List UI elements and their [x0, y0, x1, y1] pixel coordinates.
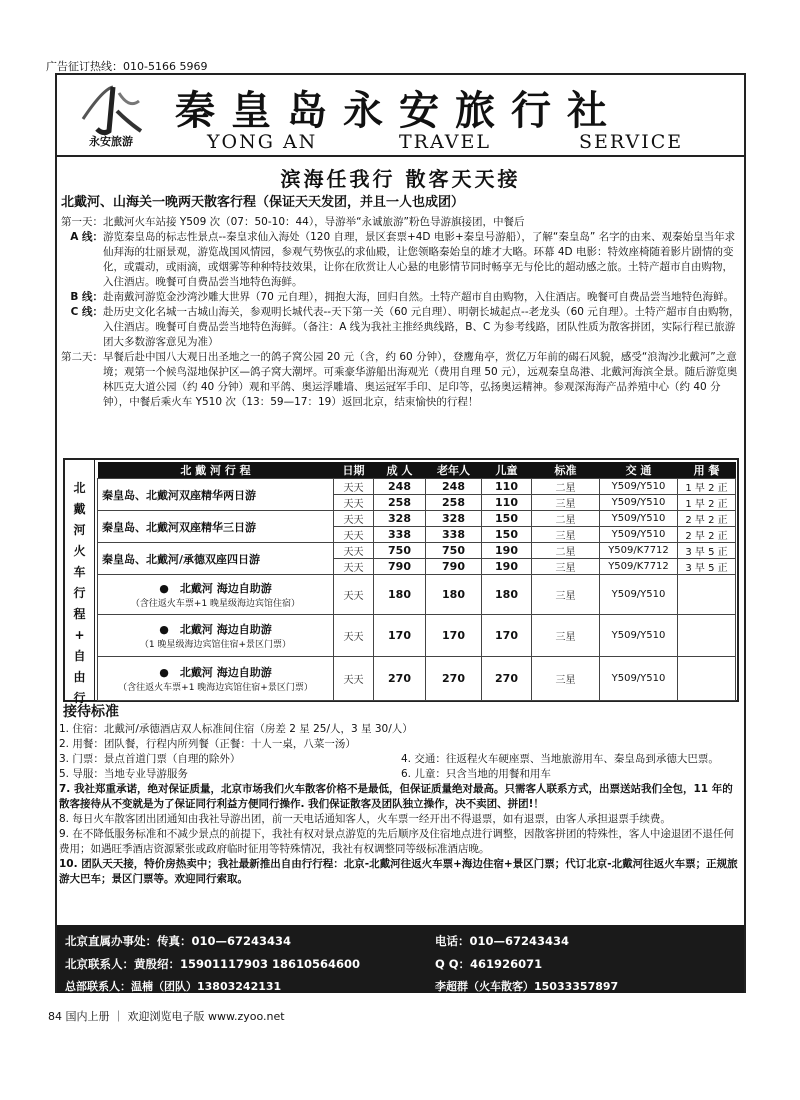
day2-text: 早餐后赴中国八大观日出圣地之一的鸽子窝公园 20 元（含，约 60 分钟），登鹰角亭，赏亿万年前的碣石风貌，感受“浪淘沙北戴河”之意境；观第一个候鸟湿地保护区—鸽子窝大潮坪。可乘豪华游船出海观光（费用自理 50 元），远观秦皇岛港、北戴河海滨全景。随后游览奥林匹克大道公园（约 40 分钟）观和平鸽、奥运浮雕墙、奥运冠军手印、足印等，弘扬奥运精神。参观深海海产品养殖中心（约 40 分钟），中餐后乘火车 Y510 次（13：59—17：19）返回北京，结束愉快的行程！	[103, 351, 738, 408]
price-table-box	[63, 458, 739, 705]
bullet-icon: ●	[159, 623, 180, 636]
b-line-text: 赴南戴河游览金沙湾沙雕大世界（70 元自理），拥抱大海，回归自然。土特产超市自由购物，入住酒店。晚餐可自费品尝当地特色海鲜。	[103, 291, 734, 303]
standard-item: 1. 住宿：北戴河/承德酒店双人标准间住宿（房差 2 星 25/人，3 星 30/人）	[59, 723, 413, 735]
standard-item: 2. 用餐：团队餐，行程内所列餐（正餐：十人一桌，八菜一汤）	[59, 738, 356, 750]
beijing-contact: 北京联系人：黄殷绍：15901117903 18610564600	[65, 957, 361, 971]
a-line-text: 游览秦皇岛的标志性景点--秦皇求仙入海处（120 自理，景区套票+4D 电影+秦皇号游船），了解“秦皇岛” 名字的由来、观秦始皇当年求仙拜海的壮丽景观，游览战国风情园，参观气势恢弘的求仙殿，让您领略秦始皇的雄才大略。环幕 4D 电影：特效座椅随着影片剧情的变化，或震动，或雨滴，或烟雾等种种特技效果，让你在欣赏让人心悬的电影情节同时畅享无与伦比的超动感之旅。土特产超市自由购物，入住酒店。晚餐可自费品尝当地特色海鲜。	[103, 231, 736, 288]
standard-item: 7. 我社郑重承诺，绝对保证质量，北京市场我们火车散客价格不是最低，但保证质量绝对最高。只需客人联系方式，出票送站我们全包，11 年的散客接待从不变就是为了保证同行利益方便同行操作. 我们保证散客及团队独立操作，决不卖团、拼团!！	[59, 783, 733, 810]
table-row: 秦皇岛、北戴河双座精华两日游 天天 248 248 110 二星 Y509/Y510 1 早 2 正	[98, 479, 736, 495]
a-line-label: A 线：	[70, 231, 103, 243]
hq-contact: 总部联系人：温楠（团队）13803242131	[65, 980, 282, 993]
standard-item: 9. 在不降低服务标准和不减少景点的前提下，我社有权对景点游览的先后顺序及住宿地点进行调整，因散客拼团的特殊性，客人中途退团不退任何费用；如遇旺季酒店资源紧张或政府临时征用等特殊情况，我社有权调整同等级标准酒店晚。	[59, 828, 734, 855]
standard-item: 4. 交通：往返程火车硬座票、当地旅游用车、秦皇岛到承德大巴票。	[401, 753, 719, 765]
train-contact: 李超群（火车散客）15033357897	[435, 980, 619, 993]
contact-footer	[57, 925, 744, 993]
price-table	[97, 462, 736, 701]
bullet-icon: ●	[159, 666, 180, 679]
table-header-row: 北 戴 河 行 程 日期 成 人 老年人 儿童 标准 交 通 用 餐	[98, 462, 736, 479]
english-name-2: TRAVEL	[399, 131, 491, 153]
table-row: 天天 790 790 190 三星 Y509/K7712 3 早 5 正	[98, 559, 736, 575]
qq-number: Q Q：461926071	[435, 957, 543, 971]
b-line-label: B 线：	[70, 291, 103, 303]
standard-item: 10. 团队天天接，特价房热卖中；我社最新推出自由行行程：北京-北戴河往返火车票+海边住宿+景区门票；代订北京-北戴河往返火车票；正规旅游大巴车；景区门票等。欢迎同行索取。	[59, 858, 738, 885]
logo-text: 永安旅游	[89, 135, 133, 148]
table-row: ● 北戴河 海边自助游 （含往返火车票+1 晚海边宾馆住宿+景区门票） 天天 270 270 270 三星 Y509/Y510	[98, 657, 736, 701]
ad-page	[55, 73, 746, 993]
table-row: 天天 258 258 110 三星 Y509/Y510 1 早 2 正	[98, 495, 736, 511]
header	[57, 75, 744, 157]
table-side-label: 北 戴 河 火 车 行 程 + 自 由 行	[65, 460, 95, 700]
c-line-label: C 线：	[70, 306, 103, 318]
table-row: ● 北戴河 海边自助游 （含往返火车票+1 晚星级海边宾馆住宿） 天天 180 180 180 三星 Y509/Y510	[98, 575, 736, 615]
itinerary-subtitle: 北戴河、山海关一晚两天散客行程（保证天天发团，并且一人也成团）	[61, 195, 465, 210]
standard-item: 3. 门票：景点首道门票（自理的除外）	[59, 753, 241, 765]
bullet-icon: ●	[159, 582, 180, 595]
beijing-office: 北京直属办事处：传真：010—67243434	[65, 934, 292, 948]
c-line-text: 赴历史文化名城一古城山海关，参观明长城代表--天下第一关（60 元自理）、明朝长城起点--老龙头（60 元自理）。土特产超市自由购物，入住酒店。晚餐可自费品尝当地特色海鲜。（备注：A 线为我社主推经典线路，B、C 为参考线路，团队性质为散客拼团，实际行程已旅游团大多数游客意见为准）	[103, 306, 740, 348]
standard-item: 6. 儿童：只含当地的用餐和用车	[401, 768, 551, 780]
agency-title: 秦皇岛永安旅行社	[175, 87, 623, 134]
english-name-1: YONG AN	[207, 131, 318, 153]
table-row: 秦皇岛、北戴河/承德双座四日游 天天 750 750 190 二星 Y509/K7712 3 早 5 正	[98, 543, 736, 559]
day2-label: 第二天：	[61, 351, 103, 363]
standard-title: 接待标准	[63, 704, 119, 720]
slogan: 滨海任我行 散客天天接	[280, 167, 521, 191]
page-footer: 84 国内上册 ｜ 欢迎浏览电子版 www.zyoo.net	[48, 1010, 285, 1023]
standard-item: 5. 导服：当地专业导游服务	[59, 768, 188, 780]
beijing-phone: 电话：010—67243434	[435, 934, 570, 948]
reception-standard	[59, 705, 743, 887]
table-row: 天天 338 338 150 三星 Y509/Y510 2 早 2 正	[98, 527, 736, 543]
standard-item: 8. 每日火车散客团出团通知由我社导游出团，前一天电话通知客人，火车票一经开出不得退票，如有退票，由客人承担退票手续费。	[59, 813, 671, 825]
table-row: ● 北戴河 海边自助游 （1 晚星级海边宾馆住宿+景区门票） 天天 170 170 170 三星 Y509/Y510	[98, 615, 736, 657]
table-row: 秦皇岛、北戴河双座精华三日游 天天 328 328 150 二星 Y509/Y510 2 早 2 正	[98, 511, 736, 527]
itinerary	[59, 215, 741, 410]
ad-hotline: 广告征订热线：010-5166 5969	[46, 60, 208, 73]
day1-label: 第一天：	[61, 216, 103, 228]
day1-text: 北戴河火车站接 Y509 次（07：50-10：44），导游举“永诚旅游”粉色导游旗接团，中餐后	[103, 216, 525, 228]
english-name-3: SERVICE	[579, 131, 684, 153]
